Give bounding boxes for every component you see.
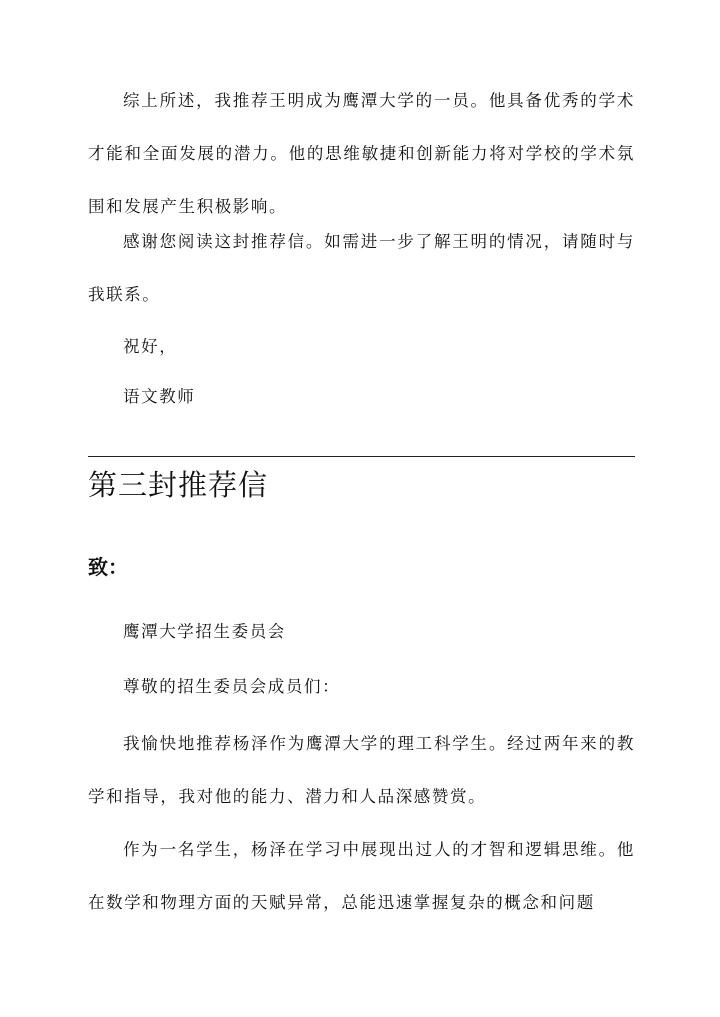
- closing-line: 祝好，: [123, 337, 178, 356]
- salutation-line: 尊敬的招生委员会成员们：: [123, 677, 341, 696]
- conclusion-paragraph: 综上所述，我推荐王明成为鹰潭大学的一员。他具备优秀的学术才能和全面发展的潜力。他的思维敏捷和创新能力将对学校的学术氛围和发展产生积极影响。: [88, 91, 635, 216]
- third-letter-heading: 第三封推荐信: [88, 468, 269, 502]
- signature-line: 语文教师: [123, 387, 196, 406]
- body-paragraph: 作为一名学生，杨泽在学习中展现出过人的才智和逻辑思维。他在数学和物理方面的天赋异常，总能迅速掌握复杂的概念和问题: [88, 840, 635, 912]
- section-divider: [88, 456, 635, 457]
- recipient-line: 鹰潭大学招生委员会: [123, 622, 286, 641]
- to-label: 致：: [88, 555, 128, 579]
- intro-paragraph: 我愉快地推荐杨泽作为鹰潭大学的理工科学生。经过两年来的教学和指导，我对他的能力、潜力和人品深感赞赏。: [88, 734, 635, 806]
- thanks-paragraph: 感谢您阅读这封推荐信。如需进一步了解王明的情况，请随时与我联系。: [88, 232, 635, 304]
